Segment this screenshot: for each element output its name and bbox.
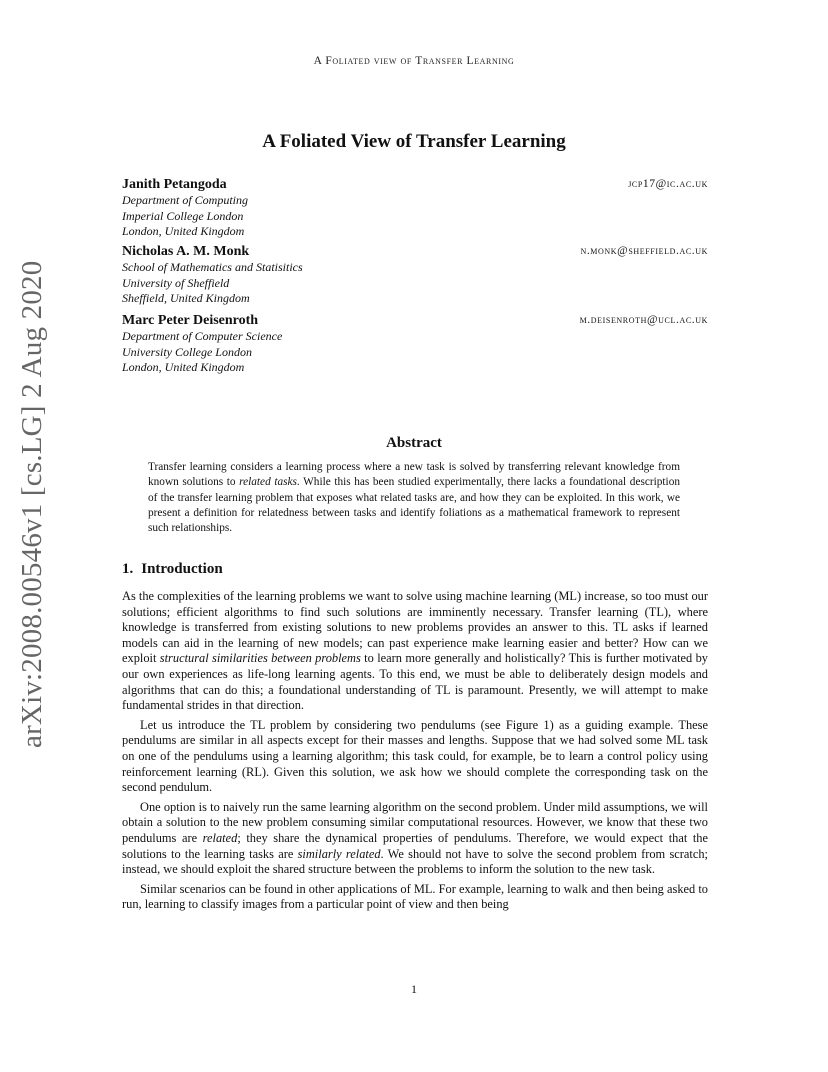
section-number: 1. [122,561,134,577]
text-run: ; they share the dynamical properties of pendulums. Therefore, we would expect that the solutions to the learning tasks are [122,830,708,861]
section-heading [122,561,223,578]
author-name: Marc Peter Deisenroth [122,313,259,328]
author-location: London, United Kingdom [122,360,245,374]
abstract-text-part: . While this has been studied experimentally, there lacks a foundational description of the transfer learning problem that exposes what related tasks are, and how they can be exploited. In this work, we present a definition for relatedness between tasks and identify foliations as a mathematical framework to represent such relationships. [148,476,680,535]
emphasis: similarly related [297,846,381,861]
abstract-heading: Abstract [386,435,442,451]
author-email[interactable]: jcp17@ic.ac.uk [628,178,708,190]
author-block [122,312,708,376]
paragraph [122,589,708,714]
running-head: A Foliated view of Transfer Learning [313,55,515,67]
page-number: 1 [411,982,417,996]
text-run: to learn more generally and holistically? This is further motivated by our own experiences as life-long learning agents. To this end, we must be able to deliberately design models and algorithms that can do this; a foundational understanding of TL is paramount. Presently, we will attempt to make fundamental strides in that direction. [122,651,709,713]
author-institution: University College London [122,344,252,359]
emphasis: structural similarities between problems [159,651,361,666]
author-institution: University of Sheffield [122,275,230,290]
text-run: As the complexities of the learning problems we want to solve using machine learning (ML) increase, so too must our solutions; efficient algorithms to find such solutions are imminently necessary. Transfer learning (TL), where knowledge is transferred from existing solutions to new problems provides an answer to this. TL asks if learned models can aid in the learning of new models; can past experience make learning easier and better? How can we exploit [122,589,708,666]
emphasis: related [202,830,238,845]
paragraph: Let us introduce the TL problem by considering two pendulums (see Figure 1) as a guiding example. These pendulums are similar in all aspects except for their masses and lengths. Suppose that we had solved some ML task on one of the pendulums using a learning algorithm; this task could, for example, be to learn a control policy using reinforcement learning (RL). Given this solution, we ask how we should complete the corresponding task on the second pendulum. [122,717,708,795]
author-name: Janith Petangoda [122,177,227,192]
author-block [122,243,708,307]
author-institution: Imperial College London [122,208,244,223]
arxiv-stamp[interactable]: arXiv:2008.00546v1 [cs.LG] 2 Aug 2020 [16,260,48,748]
paragraph: Similar scenarios can be found in other applications of ML. For example, learning to walk and then being asked to run, learning to classify images from a particular point of view and then being [122,881,708,912]
author-department: School of Mathematics and Statisitics [122,260,303,274]
section-body [122,589,708,917]
abstract-text [148,460,680,536]
author-email[interactable]: n.monk@sheffield.ac.uk [580,245,708,257]
author-location: Sheffield, United Kingdom [122,291,250,305]
paper-title: A Foliated View of Transfer Learning [262,131,566,152]
abstract-text-part: Transfer learning considers a learning process where a new task is solved by transferring relevant knowledge from known solutions to [148,461,680,489]
author-email[interactable]: m.deisenroth@ucl.ac.uk [579,314,708,326]
author-location: London, United Kingdom [122,224,245,238]
author-name: Nicholas A. M. Monk [122,244,250,259]
author-department: Department of Computing [122,193,248,207]
abstract-emphasis: related tasks [239,476,297,489]
author-department: Department of Computer Science [122,329,283,343]
text-run: . We should not have to solve the second problem from scratch; instead, we should exploit the shared structure between the problems to inform the solution to the new task. [122,846,708,877]
section-title: Introduction [141,561,223,577]
text-run: One option is to naively run the same learning algorithm on the second problem. Under mild assumptions, we will obtain a solution to the new problem consuming similar computational resources. However, we know that these two pendulums are [122,799,708,845]
author-block [122,176,708,240]
paragraph [122,800,708,878]
